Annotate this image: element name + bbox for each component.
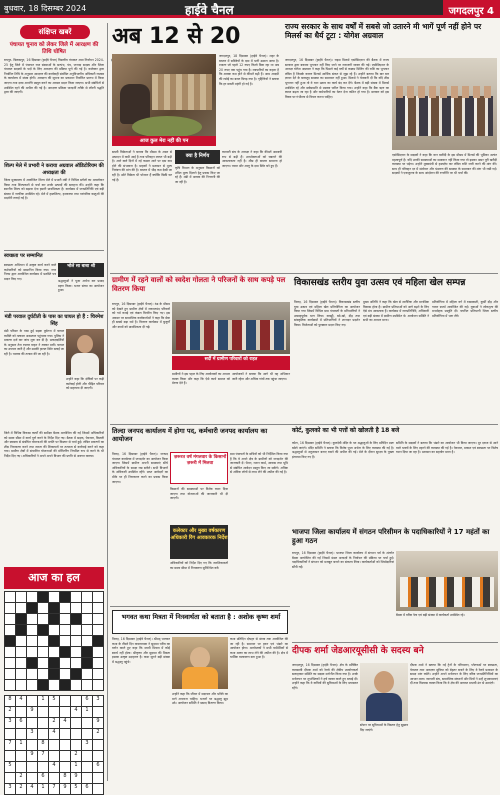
crossword-cell (60, 614, 70, 624)
sudoku-cell: 1 (71, 762, 81, 772)
crossword-cell (60, 658, 70, 668)
lead-body-1: जगदलपुर, 18 दिसम्बर (हाईवे चैनल)। शहर के बाजार में सब्जियों के दाम में भारी उछाल आया है। टमाटर जो पहले 12 रुपए किलो बिक रहा था अब 20 रुपए तक पहुंच गया है। व्यापारियों का कहना है कि आवक कम होने से कीमतें बढ़ी हैं। आम आदमी की रसोई का बजट बिगड़ गया है। गृहिणियों ने बताया कि हर सब्जी महंगी हो गई है। (219, 54, 279, 86)
crossword-cell (82, 658, 92, 668)
deepak-body-2: स्टेशन पर सुविधाओं के विस्तार हेतु सुझाव दिए जाएंगे। (360, 723, 408, 732)
sudoku-cell: 2 (71, 751, 81, 761)
sudoku-cell: 5 (71, 784, 81, 794)
crossword-cell (38, 669, 48, 679)
brief-body-4: श्रद्धालुओं ने पूजा अर्चना कर प्रसाद ग्रहण किया। भजन संध्या का आयोजन हुआ। (58, 279, 104, 293)
court-headline: कोर्ट, कुलको का भी पत्तों को खोलती है 18 बजे (292, 427, 400, 434)
speaker-face (190, 647, 210, 669)
katha-headline: भगवत कथा मित्रता में निःस्वार्थता को बताता है : अशोक कृष्ण शर्मा (121, 613, 281, 621)
crossword-cell (27, 669, 37, 679)
sudoku-cell: 9 (60, 784, 70, 794)
brief-body-2: जिला मुख्यालय में आयोजित शिल्प मेले में प्रभारी मंत्री ने विभिन्न स्टॉलों का अवलोकन किया तथा शिल्पकारों से चर्चा कर उनके उत्पादों की सराहना की। उन्होंने कहा कि स्थानीय शिल्प को बढ़ावा देना हमारी प्राथमिकता है। कार्यक्रम में जनप्रतिनिधि एवं बड़ी संख्या में नागरिक उपस्थित रहे। मेले में हस्तशिल्प, हथकरघा तथा पारंपरिक वस्तुओं की प्रदर्शनी लगाई गई है। (4, 178, 104, 201)
sidebar-chip: क्या है निर्णय (185, 153, 210, 159)
section-rule (110, 273, 498, 274)
sudoku-cell: 6 (38, 773, 48, 783)
katha-body-3: कथा प्रतिदिन दोपहर से संध्या तक आयोजित की जा रही है। समापन पर हवन एवं भंडारे का आयोजन होगा। आयोजकों ने सभी धर्मप्रेमियों से कथा श्रवण का लाभ लेने की अपील की है। क्षेत्र में धार्मिक वातावरण बना हुआ है। (230, 637, 288, 660)
sudoku-cell (5, 751, 15, 761)
sudoku-cell (16, 762, 26, 772)
crossword-cell (5, 636, 15, 646)
crossword-cell (93, 680, 103, 690)
sudoku-cell (60, 707, 70, 717)
crossword-cell (38, 658, 48, 668)
deepak-photo (360, 663, 408, 721)
crossword-cell (82, 614, 92, 624)
mahila-headline: विकासखंड स्तरीय युवा उत्सव एवं महिला खेल सम्पन्न (294, 278, 466, 288)
crossword-cell (93, 636, 103, 646)
crossword-cell (5, 625, 15, 635)
brief-body-7: जिले में विभिन्न विकास कार्यों की समीक्षा बैठक आयोजित की गई जिसमें अधिकारियों को समय सीमा में कार्य पूर्ण करने के निर्देश दिए गए। बैठक में सड़क, पेयजल, बिजली और स्वास्थ्य से संबंधित योजनाओं की प्रगति पर विस्तार से चर्चा हुई। लंबित प्रकरणों का शीघ्र निराकरण करने तथा जनता की शिकायतों पर तत्परता से कार्रवाई करने को कहा गया। ग्रामीण क्षेत्रों में संचालित योजनाओं की मॉनिटरिंग नियमित रूप से करने के भी निर्देश दिए गए। अधिकारियों ने अपने अपने विभाग की प्रगति से अवगत कराया। (4, 431, 104, 458)
sudoku-cell (49, 707, 59, 717)
right-lead-headline: राज्य सरकार के साथ वर्षों में सबसे जो उतारने मी भागें पूर्ण नहीं होने पर मिलर्स का धैर्य टूटा : योगेश अग्रवाल (285, 22, 482, 40)
sudoku-cell (5, 773, 15, 783)
divider (4, 160, 104, 161)
jandarshan-body-3: अधिकारियों को निर्देश दिए गए कि जनशिकायतों का समय सीमा में निराकरण सुनिश्चित करें। (170, 561, 228, 570)
brief-headline-1: पंचायत चुनाव को लेकर जिले में आरक्षण की तिथि घोषित (9, 42, 99, 55)
sudoku-cell: 7 (49, 784, 59, 794)
crossword-cell (5, 680, 15, 690)
section-rule (110, 606, 290, 607)
mahila-body-2: मुख्य अतिथि ने कहा कि खेल से शारीरिक और मानसिक विकास होता है। ग्रामीण प्रतिभाओं को आगे बढ़ने के लिए ऐसे मंच आवश्यक हैं। कार्यक्रम में जनप्रतिनिधि, अधिकारी एवं बड़ी संख्या में ग्रामीण उपस्थित थे। आयोजन समिति ने सभी का आभार माना। (363, 300, 429, 323)
jandarshan-body-4: ग्राम पंचायतों के सचिवों को भी निर्देशित किया गया है कि वे अपने क्षेत्र के ग्रामीणों को जनदर्शन की जानकारी दें। पेंशन, राशन कार्ड, आवास तथा भूमि से संबंधित आवेदन प्रस्तुत किए जा सकेंगे। अधिक से अधिक लोगों से लाभ लेने की अपील की गई है। (230, 452, 288, 475)
lead-body-2: सब्जी विक्रेताओं ने बताया कि मौसम के असर से उत्पादन में कमी आई है तथा परिवहन लागत भी बढ़ी है। आने वाले दिनों में नई फसल आने पर दाम कम होने की संभावना है। ग्राहकों ने प्रशासन से मूल्य नियंत्रण की मांग की है। बाजार में भीड़ कम देखी जा रही है। छोटे विक्रेता भी परेशान हैं क्योंकि बिक्री घट गई है। (112, 150, 172, 182)
crossword-cell (16, 680, 26, 690)
sudoku-cell (82, 762, 92, 772)
speaker-robe (182, 667, 218, 689)
sudoku-cell (60, 762, 70, 772)
crossword-cell (16, 669, 26, 679)
section-rule (292, 642, 498, 643)
jandarshan-body-1: तिल्दा, 16 दिसम्बर (हाईवे चैनल)। जनपद पंचायत कार्यालय में जनदर्शन का आयोजन किया जाएगा जिसमें ग्रामीण अपनी समस्याएं सीधे अधिकारियों के समक्ष रख सकेंगे। सभी विभागों के अधिकारी उपस्थित रहेंगे। प्राप्त आवेदनों का मौके पर ही निराकरण करने का प्रयास किया जाएगा। (112, 452, 168, 484)
crossword-cell (93, 658, 103, 668)
sudoku-cell (93, 751, 103, 761)
crossword-cell (49, 603, 59, 613)
crossword-cell (93, 603, 103, 613)
crossword-cell (27, 680, 37, 690)
crossword-cell (82, 603, 92, 613)
city-tag (443, 0, 500, 18)
brief-body-6: उन्होंने कहा कि दोषियों पर कड़ी कार्रवाई होगी और पीड़ित परिवार को सहायता दी जाएगी। (66, 377, 104, 391)
blanket-body-1: रायपुर, 16 दिसम्बर (हाईवे चैनल)। ठंड के मौसम को देखते हुए ग्रामीण क्षेत्रों में जरूरतमंद परिवारों को गर्म कपड़े एवं कंबल वितरित किए गए। इस अवसर पर सामाजिक कार्यकर्ताओं ने कहा कि सेवा ही सबसे बड़ा धर्म है। वितरण कार्यक्रम में बुजुर्गों और बच्चों को प्राथमिकता दी गई। (112, 302, 170, 329)
bhajan-headline: भाजपा जिला कार्यालय में संगठन परिसीमन के पदाधिकारियों ने 17 महंतों का हुआ गठन (292, 528, 490, 545)
crossword-cell (71, 625, 81, 635)
sudoku-cell: 6 (82, 696, 92, 706)
brief-headline-2: शिल्प मेले में प्रभारी ने कराया अग्रवाल ऑडिटोरियम की अध्यक्षता की (4, 163, 104, 176)
lead-body-3: कृषि विभाग के अनुसार किसानों को उचित मूल्य दिलाने हेतु प्रयास किए जा रहे हैं। मंडी में आवक की निगरानी की जा रही है। (175, 166, 220, 184)
masthead: हाईवे चैनल (185, 3, 234, 17)
bhajan-body-1: रायपुर, 16 दिसम्बर (हाईवे चैनल)। भाजपा जिला कार्यालय में संगठन पर्व के अंतर्गत बैठक आयोजित की गई जिसमें मंडल अध्यक्षों के निर्वाचन की प्रक्रिया पर चर्चा हुई। पदाधिकारियों ने संगठन को मजबूत बनाने का संकल्प लिया। कार्यकर्ताओं को जिम्मेदारियां सौंपी गईं। (292, 551, 394, 569)
sudoku-cell: 8 (5, 696, 15, 706)
sudoku-cell (38, 729, 48, 739)
crossword-cell (60, 669, 70, 679)
crossword-cell (82, 592, 92, 602)
sudoku-cell (16, 729, 26, 739)
right-lead-body-1: जगदलपुर, 16 दिसम्बर (हाईवे चैनल)। राइस मिलर्स एसोसिएशन की बैठक में राज्य सरकार द्वारा बकाया भुगतान नहीं किए जाने पर नाराजगी व्यक्त की गई। एसोसिएशन के अध्यक्ष योगेश अग्रवाल ने कहा कि पिछले कई वर्षों से कस्टम मिलिंग की राशि का भुगतान लंबित है जिसके कारण मिलर्स आर्थिक संकट से जूझ रहे हैं। उन्होंने बताया कि बार बार ज्ञापन देने के बावजूद समस्या का समाधान नहीं हुआ। मिलर्स ने चेतावनी दी कि यदि शीघ्र भुगतान नहीं हुआ तो वे धान उठाव का कार्य बंद कर देंगे। बैठक में बड़ी संख्या में मिलर्स उपस्थित रहे और सर्वसम्मति से प्रस्ताव पारित किया गया। उन्होंने कहा कि बैंक ऋण का ब्याज बढ़ता जा रहा है और कर्मचारियों का वेतन देना कठिन हो गया है। सरकार को इस विषय पर गंभीरता से विचार करना चाहिए। (285, 58, 389, 99)
sudoku-cell: 3 (27, 729, 37, 739)
blanket-photo (172, 302, 290, 354)
katha-headline-box (112, 610, 288, 634)
crossword-cell (49, 669, 59, 679)
katha-body-2: उन्होंने कहा कि जीवन में सदाचार और भक्ति का मार्ग अपनाना चाहिए। भजनों पर श्रद्धालु झूम उठे। आयोजन समिति ने प्रसाद वितरण किया। (172, 692, 228, 706)
page-number: 4 (487, 6, 494, 17)
city-name: जगदलपुर (448, 6, 484, 17)
shirt-shape (71, 353, 99, 375)
sudoku-cell: 5 (5, 762, 15, 772)
sudoku-cell: 4 (60, 718, 70, 728)
blanket-body-3: आयोजकों ने बताया कि आगे भी यह अभियान जारी रहेगा और अधिक गांवों तक पहुंचा जाएगा। (232, 372, 290, 381)
sudoku-cell (82, 718, 92, 728)
crossword-cell (82, 680, 92, 690)
deepak-headline: दीपक शर्मा जेडआरयूसीसी के सदस्य बने (292, 646, 424, 656)
crossword-cell (71, 647, 81, 657)
column-rule (107, 23, 108, 781)
crossword-cell (49, 614, 59, 624)
sudoku-cell (27, 696, 37, 706)
katha-body-1: तिल्दा, 16 दिसम्बर (हाईवे चैनल)। श्रीमद् भागवत कथा के तीसरे दिन कथावाचक ने सुदामा चरित्र का वर्णन करते हुए कहा कि सच्ची मित्रता में कोई स्वार्थ नहीं होता। श्रीकृष्ण और सुदामा की मित्रता इसका उत्कृष्ट उदाहरण है। कथा सुनने बड़ी संख्या में श्रद्धालु पहुंचे। (112, 637, 170, 664)
sudoku-cell (38, 707, 48, 717)
sudoku-cell (93, 740, 103, 750)
mahila-body-1: तिल्दा, 16 दिसम्बर (हाईवे चैनल)। विकासखंड स्तरीय युवा उत्सव एवं महिला खेल प्रतियोगिता का आयोजन किया गया जिसमें विभिन्न ग्राम पंचायतों के प्रतिभागियों ने उत्साहपूर्वक भाग लिया। कबड्डी, खो-खो, दौड़ तथा सांस्कृतिक कार्यक्रमों में प्रतिभागियों ने शानदार प्रदर्शन किया। विजेताओं को पुरस्कार प्रदान किए गए। (294, 300, 360, 327)
sudoku-cell (38, 718, 48, 728)
portrait-face (374, 671, 394, 693)
sudoku-cell: 1 (38, 784, 48, 794)
sudoku-cell: 4 (71, 707, 81, 717)
right-lead-body-2: एसोसिएशन के सदस्यों ने कहा कि धान खरीदी के इस मौसम में मिलर्स की भूमिका अत्यंत महत्वपूर्ण है। यदि उनकी समस्याओं का समाधान नहीं किया गया तो इसका असर पूरी खरीदी व्यवस्था पर पड़ेगा। उन्होंने मुख्यमंत्री से हस्तक्षेप कर लंबित राशि जारी करने की मांग की। साथ ही परिवहन दर में संशोधन और भंडारण की समस्या के समाधान की मांग भी रखी गई। सदस्यों ने एकजुटता के साथ आंदोलन की रणनीति पर भी चर्चा की। (392, 153, 497, 176)
lead-body-4: व्यापारी संघ के अध्यक्ष ने कहा कि कीमतें अस्थायी रूप से बढ़ी हैं। उपभोक्ताओं को घबराने की आवश्यकता नहीं है। शीघ्र ही बाजार सामान्य हो जाएगा। प्याज और आलू के दाम स्थिर बने हुए हैं। (222, 150, 282, 168)
sudoku-cell: 6 (16, 718, 26, 728)
sudoku-cell: 2 (16, 784, 26, 794)
crossword-cell (27, 625, 37, 635)
sudoku-cell: 8 (38, 740, 48, 750)
jandarshan-headline: तिल्दा जनपद कार्यालय में होगा पद, कर्मचारी जनपद कार्यालय का आयोजन (112, 427, 268, 443)
sudoku-cell: 3 (93, 696, 103, 706)
crossword-cell (82, 669, 92, 679)
crossword-cell (27, 603, 37, 613)
crossword-cell (49, 658, 59, 668)
sudoku-cell: 1 (82, 707, 92, 717)
crossword-cell (49, 636, 59, 646)
faces-row (396, 86, 493, 98)
sudoku-cell: 4 (16, 696, 26, 706)
sudoku-cell: 8 (60, 773, 70, 783)
deepak-body-1: जगदलपुर, 16 दिसम्बर (हाईवे चैनल)। क्षेत्र के प्रतिष्ठित व्यवसायी दीपक शर्मा को रेलवे की क्षेत्रीय उपयोगकर्ता सलाहकार समिति का सदस्य मनोनीत किया गया है। उनके मनोनयन पर शुभचिंतकों ने हर्ष व्यक्त करते हुए बधाई दी। उन्होंने कहा कि वे यात्रियों की सुविधाओं के लिए प्रयासरत रहेंगे। (292, 663, 358, 690)
crossword-cell (38, 680, 48, 690)
crossword-cell (38, 614, 48, 624)
blanket-callout: सर्दी में ग्रामीण परिवारों को राहत (172, 356, 290, 370)
sudoku-cell (93, 773, 103, 783)
divider (4, 311, 104, 312)
crossword-cell (71, 592, 81, 602)
sudoku-cell (5, 729, 15, 739)
meeting-photo (392, 58, 497, 150)
sudoku-cell: 9 (71, 773, 81, 783)
crossword-grid (4, 591, 104, 691)
brief-headline-3: स्वच्छता पर सम्मानित (4, 253, 43, 259)
crossword-cell (16, 614, 26, 624)
sudoku-grid (4, 695, 104, 795)
sudoku-cell (60, 751, 70, 761)
katha-photo (172, 637, 228, 689)
lead-photo (112, 54, 216, 146)
sudoku-cell (16, 751, 26, 761)
sudoku-cell (60, 729, 70, 739)
crossword-cell (49, 647, 59, 657)
sudoku-cell (82, 751, 92, 761)
jandarshan-quote: ज़रूरत वर्ष मंगलवार के किसानों ज़रूरी में मिलवा (173, 455, 227, 466)
crossword-cell (49, 680, 59, 690)
crossword-cell (5, 669, 15, 679)
people-with-blankets (176, 320, 286, 350)
news-brief-badge: संक्षिप्त खबरें (20, 25, 90, 39)
crossword-cell (60, 647, 70, 657)
crossword-cell (93, 614, 103, 624)
crossword-cell (71, 680, 81, 690)
person-photo (66, 329, 104, 375)
sudoku-cell (49, 751, 59, 761)
crossword-cell (38, 647, 48, 657)
sudoku-cell (82, 773, 92, 783)
sudoku-cell: 9 (27, 751, 37, 761)
page-header (0, 0, 500, 18)
crossword-cell (27, 592, 37, 602)
divider (4, 250, 104, 251)
photo-caption: आज कुल मेरा नहीं की पन (112, 136, 216, 146)
crossword-cell (71, 636, 81, 646)
sudoku-cell: 6 (93, 762, 103, 772)
sudoku-cell: 1 (38, 696, 48, 706)
sudoku-cell (49, 773, 59, 783)
blanket-body-2: ग्रामीणों ने इस पहल के लिए आयोजकों का आभार व्यक्त किया और कहा कि ऐसे कार्य समाज को प्रेरणा देते हैं। (172, 372, 230, 386)
lead-headline: अब 12 से 20 (112, 24, 241, 49)
face-shape (77, 335, 93, 353)
sudoku-cell (60, 696, 70, 706)
crossword-cell (5, 592, 15, 602)
crossword-cell (82, 625, 92, 635)
brief-body-3: स्वच्छता अभियान में उत्कृष्ट कार्य करने वाले कर्मचारियों को सम्मानित किया गया। नगर निगम द्वारा आयोजित कार्यक्रम में प्रशस्ति पत्र प्रदान किए गए। (4, 263, 56, 281)
bhajan-body-2: बैठक में वरिष्ठ नेता एवं बड़ी संख्या में कार्यकर्ता उपस्थित रहे। (396, 613, 465, 617)
produce-pile (152, 74, 212, 110)
vegetables (132, 116, 202, 138)
crossword-cell (82, 647, 92, 657)
deepak-body-3: दीपक शर्मा ने बताया कि नई ट्रेनों के परिचालन, प्लेटफार्म पर स्वच्छता, पेयजल तथा आरक्षण सुविधा को बेहतर बनाने के लिए वे रेलवे प्रशासन के समक्ष मांग रखेंगे। उन्होंने अपने मनोनयन के लिए वरिष्ठ जनप्रतिनिधियों का आभार माना। व्यापारी संघ, सामाजिक संगठनों और मित्रों ने उन्हें शुभकामनाएं दीं तथा विश्वास व्यक्त किया कि वे क्षेत्र की आवाज प्रभावी ढंग से उठाएंगे। (410, 663, 498, 686)
issue-date: बुधवार, 18 दिसम्बर 2024 (4, 4, 87, 13)
section-rule (110, 424, 498, 425)
sudoku-cell (93, 784, 103, 794)
sudoku-cell: 9 (27, 707, 37, 717)
sudoku-cell: 7 (5, 740, 15, 750)
crossword-cell (93, 592, 103, 602)
sudoku-cell (71, 729, 81, 739)
group-of-people (396, 96, 493, 136)
court-body-1: कोटा, 16 दिसम्बर (हाईवे चैनल)। कुलदेवी मंदिर के पट श्रद्धालुओं के लिए प्रतिदिन प्रातः खोले जाएंगे। मंदिर समिति ने बताया कि विशेष पूजा अर्चना के लिए व्यवस्था की गई है। श्रद्धालुओं से अनुशासन बनाए रखने की अपील की गई। मेले के दौरान सुरक्षा के पुख्ता इंतजाम किए गए हैं। (292, 441, 394, 459)
crossword-cell (38, 592, 48, 602)
puzzle-banner (4, 567, 104, 589)
sudoku-cell (82, 729, 92, 739)
crossword-cell (71, 614, 81, 624)
crossword-cell (93, 647, 103, 657)
crossword-cell (5, 658, 15, 668)
sudoku-cell (27, 718, 37, 728)
crossword-cell (60, 636, 70, 646)
sudoku-cell: 4 (49, 762, 59, 772)
brief-headline-4: भोले सा बाबा श्री (58, 263, 104, 277)
sudoku-cell (71, 696, 81, 706)
brief-body-5: मंडी परिसर के पास हुई सड़क दुर्घटना में घायल व्यक्ति को तत्काल अस्पताल पहुंचाया गया। पुलिस ने प्रकरण दर्ज कर जांच शुरू कर दी है। प्रत्यक्षदर्शियों के अनुसार तेज रफ्तार वाहन ने टक्कर मारी। घायल का उपचार जारी है और उसकी हालत स्थिर बताई जा रही है। चालक की तलाश की जा रही है। (4, 329, 64, 356)
sudoku-cell (49, 740, 59, 750)
left-column (2, 23, 106, 790)
sudoku-cell: 3 (5, 718, 15, 728)
crossword-cell (49, 592, 59, 602)
crossword-cell (27, 658, 37, 668)
sudoku-cell: 6 (82, 784, 92, 794)
mahila-body-3: प्रतियोगिता में महिला वर्ग में रस्साकशी, कुर्सी दौड़ और गायन स्पर्धा आयोजित की गई। युवाओं ने लोकनृत्य की मनमोहक प्रस्तुति दी। चयनित प्रतिभागी जिला स्तरीय प्रतियोगिता में भाग लेंगे। (432, 300, 498, 318)
crossword-cell (71, 658, 81, 668)
crossword-cell (60, 625, 70, 635)
sudoku-cell (93, 707, 103, 717)
bhajan-photo (396, 551, 498, 611)
brief-body-1: रायपुर- बिलासपुर, 16 दिसम्बर (हाईवे चैनल) त्रिस्तरीय पंचायत आम निर्वाचन 2024-25 हेतु जिले में पंचायत राज संस्थाओं के सरपंच, पंच, जनपद सदस्य और जिला पंचायत सदस्यों के पदों के लिए आरक्षण की प्रक्रिया पूर्ण की गई है। कलेक्टर द्वारा निर्धारित तिथि के अनुसार आरक्षण की कार्यवाही संबंधित अनुविभागीय अधिकारी राजस्व के कार्यालय में संपन्न होगी। आरक्षण की सूचना का प्रकाशन निर्धारित प्रारूप में किया जाएगा तथा दावा आपत्ति प्रस्तुत करने का अवसर प्रदान किया जाएगा। सभी संबंधितों से उपस्थित रहने की अपील की गई है। आरक्षण प्रक्रिया पारदर्शी तरीके से लॉटरी पद्धति द्वारा की जाएगी। (4, 58, 104, 95)
sudoku-cell: 9 (93, 718, 103, 728)
crossword-cell (16, 603, 26, 613)
crossword-cell (93, 669, 103, 679)
crossword-cell (16, 647, 26, 657)
crossword-cell (16, 592, 26, 602)
crossword-cell (5, 614, 15, 624)
crossword-cell (38, 603, 48, 613)
blanket-headline: ग्रामीण में रहने वालों को स्वदेश गोलता ने परिजनों के साथ कपड़े पल वितरण किया (112, 276, 286, 293)
crossword-cell (38, 625, 48, 635)
sudoku-cell: 4 (49, 729, 59, 739)
crossword-cell (27, 614, 37, 624)
crossword-cell (16, 625, 26, 635)
sudoku-cell (16, 707, 26, 717)
jandarshan-body-2: किसानों की समस्याओं पर विशेष ध्यान दिया जाएगा तथा योजनाओं की जानकारी भी दी जाएगी। (170, 487, 228, 501)
crossword-cell (93, 625, 103, 635)
sudoku-cell (71, 740, 81, 750)
sudoku-cell (27, 762, 37, 772)
brief-headline-5: मंडी परवाल दुर्घटीती के पास का घायल हो हैं : चिरमेश सिंह (4, 314, 104, 327)
crossword-cell (71, 603, 81, 613)
court-body-2: समिति के सदस्यों ने बताया कि भंडारे का आयोजन भी किया जाएगा। दूर दराज से आने वाले भक्तों के लिए ठहरने की व्यवस्था की गई है। पेयजल, प्रकाश एवं स्वच्छता पर विशेष ध्यान दिया जा रहा है। प्रशासन का सहयोग प्राप्त है। (396, 441, 498, 455)
portrait-suit (366, 693, 402, 721)
sudoku-cell: 5 (49, 696, 59, 706)
crossword-cell (82, 636, 92, 646)
sudoku-cell (27, 773, 37, 783)
sudoku-cell: 7 (38, 751, 48, 761)
crossword-cell (49, 625, 59, 635)
puzzle-title: आज का हल (28, 571, 80, 584)
sudoku-cell: 2 (49, 718, 59, 728)
sudoku-cell (71, 718, 81, 728)
crossword-cell (60, 680, 70, 690)
sudoku-cell: 3 (5, 784, 15, 794)
crossword-cell (27, 647, 37, 657)
crossword-cell (38, 636, 48, 646)
crossword-cell (60, 603, 70, 613)
sudoku-cell: 2 (93, 729, 103, 739)
collector-box: कलेक्टर और मुख्य वर्षकारण अधिकारी रिंग आवकारक निर्देश (170, 525, 228, 559)
chip-box (175, 150, 220, 164)
crossword-cell (60, 592, 70, 602)
sudoku-cell (38, 762, 48, 772)
sudoku-cell: 2 (5, 707, 15, 717)
crossword-cell (5, 647, 15, 657)
crossword-cell (5, 603, 15, 613)
sudoku-cell: 2 (16, 773, 26, 783)
party-workers (400, 577, 494, 607)
quote-box (170, 452, 228, 484)
sudoku-cell (27, 740, 37, 750)
sudoku-cell: 4 (27, 784, 37, 794)
crossword-cell (71, 669, 81, 679)
crossword-cell (27, 636, 37, 646)
crossword-cell (16, 636, 26, 646)
sudoku-cell: 3 (82, 740, 92, 750)
crossword-cell (16, 658, 26, 668)
sudoku-cell (60, 740, 70, 750)
sudoku-cell: 1 (16, 740, 26, 750)
